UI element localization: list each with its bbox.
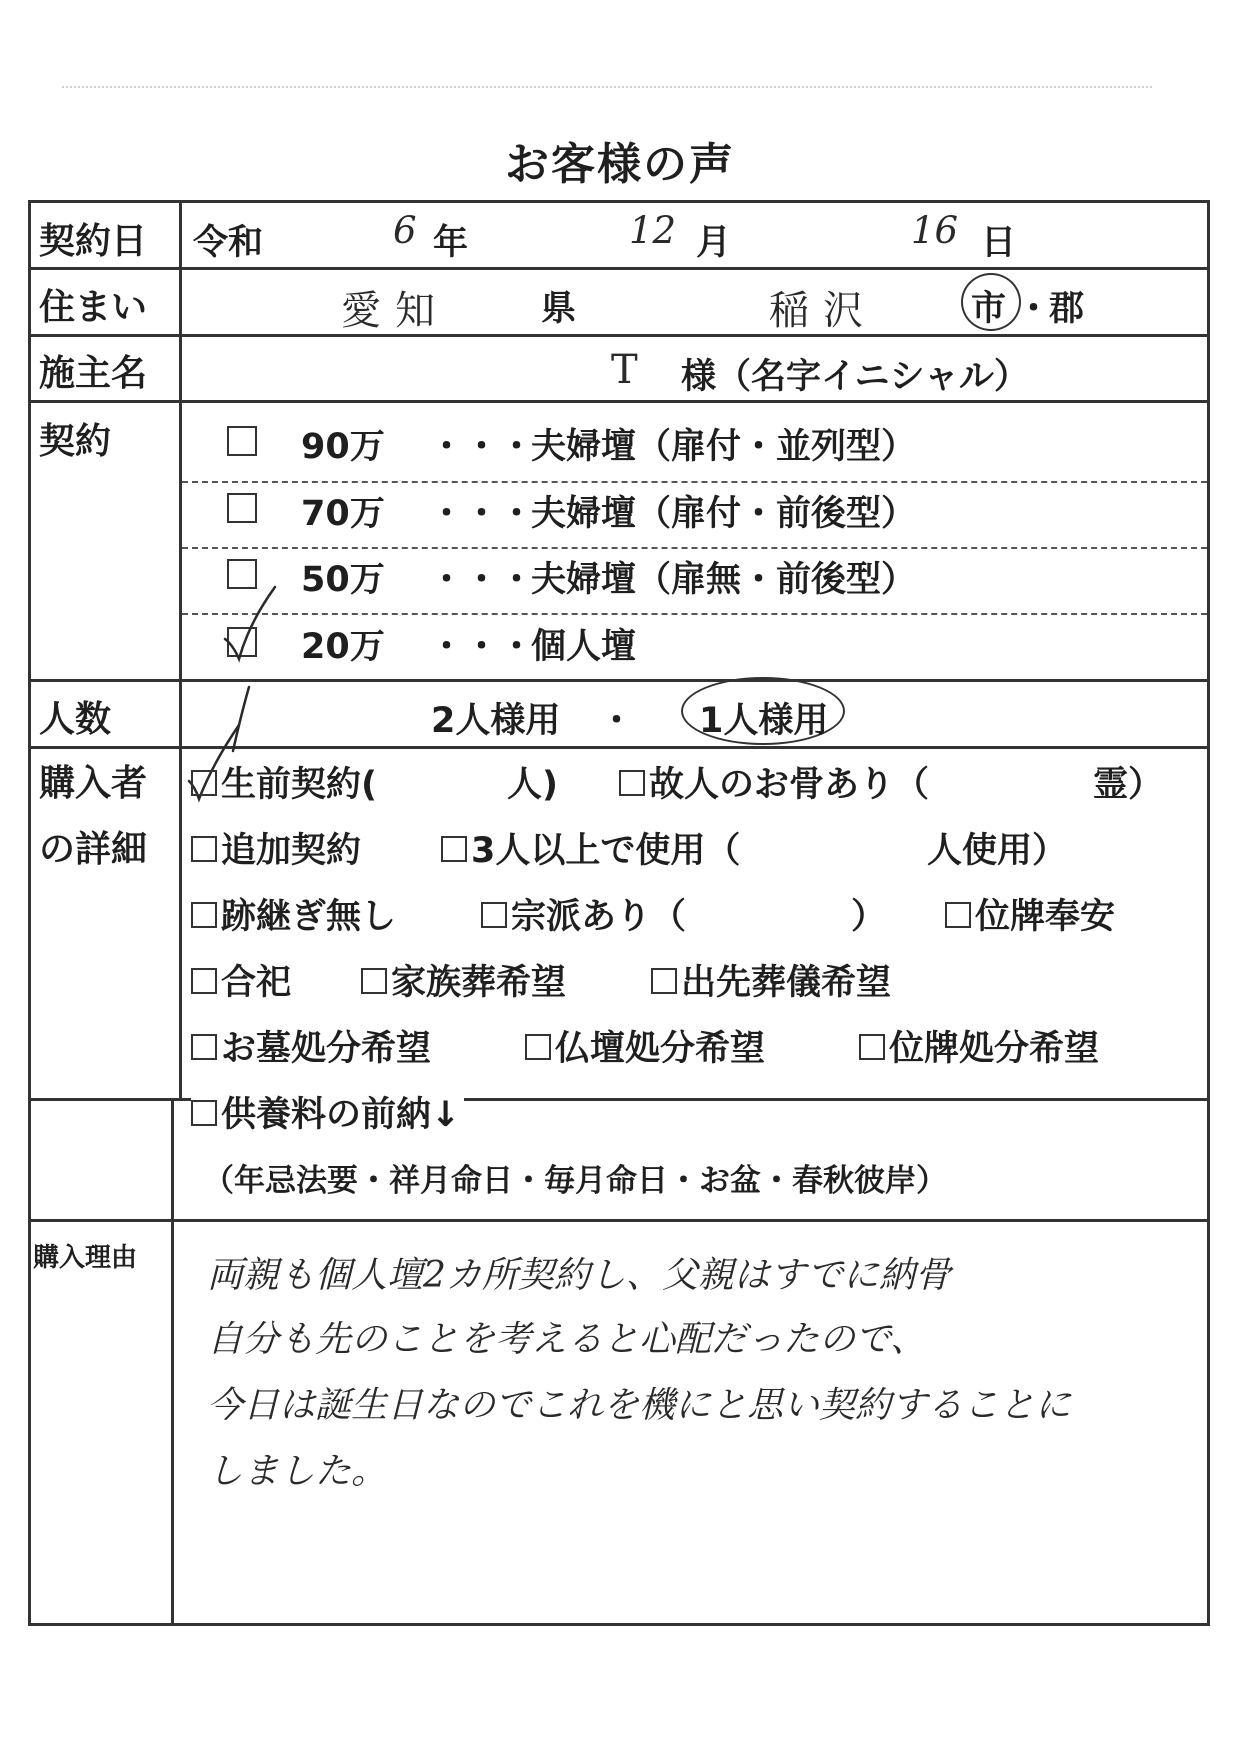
option-dots: ・・・ — [429, 560, 535, 600]
checkbox[interactable] — [859, 1034, 885, 1060]
people-label: 人数 — [39, 699, 112, 740]
three-plus-text: 3人以上で使用（ — [471, 831, 741, 871]
checkbox[interactable] — [191, 1100, 217, 1126]
check-mark-icon — [219, 583, 279, 663]
deceased-remains-text: 故人のお骨あり（ — [649, 765, 930, 805]
client-name-label: 施主名 — [39, 353, 148, 394]
row-divider — [31, 400, 1207, 403]
reason-line: 両親も個人壇2カ所契約し、父親はすでに納骨 — [207, 1255, 951, 1296]
initial-field[interactable]: T — [611, 347, 638, 393]
family-funeral-text: 家族葬希望 — [391, 963, 567, 1003]
address-label: 住まい — [39, 287, 148, 328]
checkbox[interactable] — [945, 902, 971, 928]
city-field[interactable]: 稲沢 — [769, 288, 877, 334]
label-column-divider-lower — [171, 1098, 174, 1626]
three-plus-unit: 人使用） — [927, 831, 1068, 871]
pre-contract-option[interactable] — [191, 757, 377, 807]
month-unit: 月 — [696, 223, 732, 263]
people-option-one[interactable]: 1人様用 — [699, 701, 829, 741]
pre-contract-text: 生前契約( — [221, 765, 377, 805]
checkbox[interactable] — [361, 968, 387, 994]
checkbox[interactable] — [441, 836, 467, 862]
checkbox[interactable] — [651, 968, 677, 994]
prefecture-field[interactable]: 愛知 — [341, 288, 449, 334]
sect-text: 宗派あり（ — [511, 897, 687, 937]
deceased-remains-option[interactable] — [619, 757, 929, 807]
buyer-label-line1: 購入者 — [39, 763, 148, 804]
people-separator: ・ — [599, 701, 635, 741]
reason-line: 自分も先のことを考えると心配だったので、 — [207, 1319, 927, 1360]
grave-disposal-text: お墓処分希望 — [221, 1029, 432, 1069]
deceased-unit: 霊） — [1093, 765, 1164, 805]
ihai-disposal-text: 位牌処分希望 — [889, 1029, 1100, 1069]
option-price: 70万 — [301, 494, 385, 534]
memorial-prepay-details: （年忌法要・祥月命日・毎月命日・お盆・春秋彼岸） — [203, 1163, 947, 1199]
outside-funeral-text: 出先葬儀希望 — [681, 963, 892, 1003]
reason-line: しました。 — [207, 1451, 388, 1492]
checkbox[interactable] — [191, 902, 217, 928]
label-column-divider — [179, 203, 182, 1098]
no-successor-option[interactable] — [191, 889, 396, 939]
checkbox[interactable] — [191, 968, 217, 994]
city-option[interactable]: 市 — [971, 289, 1007, 329]
option-price: 50万 — [301, 560, 385, 600]
people-option-two[interactable]: 2人様用 — [431, 701, 561, 741]
year-unit: 年 — [433, 223, 469, 263]
option-checkbox[interactable] — [227, 493, 257, 523]
butsudan-disposal-text: 仏壇処分希望 — [555, 1029, 766, 1069]
pre-contract-unit: 人) — [507, 765, 558, 805]
day-field[interactable]: 16 — [911, 209, 959, 252]
day-unit: 日 — [981, 223, 1017, 263]
option-divider — [182, 481, 1207, 483]
option-dots: ・・・ — [429, 494, 535, 534]
checkbox[interactable] — [191, 836, 217, 862]
option-price: 20万 — [301, 627, 385, 667]
month-field[interactable]: 12 — [629, 209, 677, 252]
no-successor-text: 跡継ぎ無し — [221, 897, 397, 937]
checkbox[interactable] — [481, 902, 507, 928]
ihai-option[interactable] — [945, 889, 1115, 939]
sect-option[interactable] — [481, 889, 686, 939]
era-label: 令和 — [193, 223, 264, 263]
additional-contract-option[interactable] — [191, 823, 361, 873]
three-plus-option[interactable] — [441, 823, 740, 873]
additional-contract-text: 追加契約 — [221, 831, 362, 871]
sect-close: ） — [851, 897, 887, 937]
outside-funeral-option[interactable] — [651, 955, 891, 1005]
option-divider — [182, 613, 1207, 615]
option-checkbox[interactable] — [227, 426, 257, 456]
option-divider — [182, 547, 1207, 549]
top-dotted-rule — [62, 86, 1152, 88]
goshi-option[interactable] — [191, 955, 291, 1005]
row-divider — [31, 1219, 1207, 1222]
contract-date-label: 契約日 — [39, 221, 148, 262]
survey-form — [28, 200, 1210, 1626]
page-title: お客様の声 — [505, 139, 735, 190]
district-option[interactable]: 郡 — [1049, 289, 1085, 329]
reason-label: 購入理由 — [33, 1243, 138, 1273]
family-funeral-option[interactable] — [361, 955, 566, 1005]
memorial-prepay-option[interactable] — [191, 1087, 464, 1137]
row-divider — [31, 334, 1207, 337]
checkbox[interactable] — [191, 1034, 217, 1060]
option-dots: ・・・ — [429, 427, 535, 467]
checkbox[interactable] — [619, 770, 645, 796]
option-dots: ・・・ — [429, 627, 535, 667]
butsudan-disposal-option[interactable] — [525, 1021, 765, 1071]
row-divider — [31, 267, 1207, 270]
option-description: 夫婦壇（扉付・並列型） — [531, 427, 917, 467]
prefecture-unit: 県 — [541, 289, 577, 329]
goshi-text: 合祀 — [221, 963, 292, 1003]
city-district-separator: ・ — [1016, 289, 1052, 329]
row-divider — [31, 679, 1207, 682]
grave-disposal-option[interactable] — [191, 1021, 431, 1071]
option-description: 夫婦壇（扉無・前後型） — [531, 560, 917, 600]
ihai-text: 位牌奉安 — [975, 897, 1116, 937]
checkbox[interactable] — [525, 1034, 551, 1060]
checkbox-checked[interactable] — [191, 770, 217, 796]
contract-label: 契約 — [39, 421, 112, 462]
memorial-prepay-text: 供養料の前納↓ — [221, 1095, 461, 1135]
ihai-disposal-option[interactable] — [859, 1021, 1099, 1071]
reason-line: 今日は誕生日なのでこれを機にと思い契約することに — [207, 1385, 1072, 1426]
option-description: 個人壇 — [531, 627, 637, 667]
year-field[interactable]: 6 — [393, 209, 417, 252]
buyer-label-line2: の詳細 — [39, 829, 148, 870]
option-description: 夫婦壇（扉付・前後型） — [531, 494, 917, 534]
initial-suffix: 様（名字イニシャル） — [681, 357, 1029, 397]
option-price: 90万 — [301, 427, 385, 467]
